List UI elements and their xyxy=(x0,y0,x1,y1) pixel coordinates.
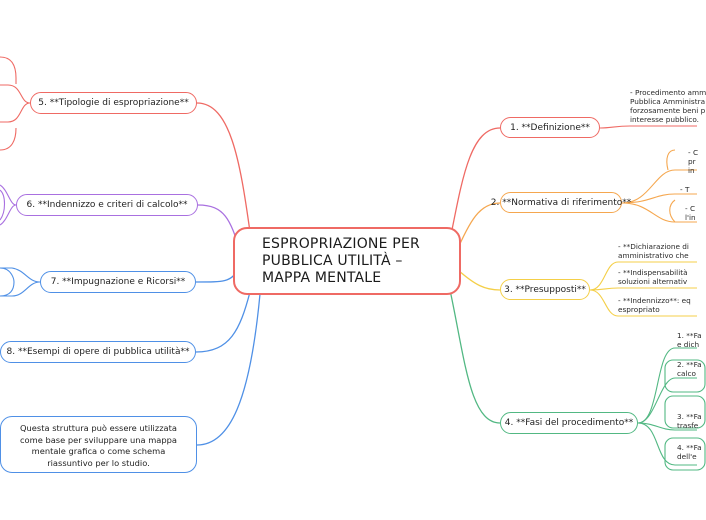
leaf-normativa-1-line-1: - C xyxy=(688,148,699,157)
leaf-normativa-1[interactable] xyxy=(688,148,698,175)
central-title-line-3: MAPPA MENTALE xyxy=(262,270,382,286)
leaf-presupposti-2-line-2: soluzioni alternativ xyxy=(618,277,688,286)
link-normativa xyxy=(455,203,500,255)
leaf-fasi-3-line-1: 3. **Fa xyxy=(677,412,702,421)
leaf-presupposti-3-line-2: espropriato xyxy=(618,305,660,314)
leaf-presupposti-3[interactable] xyxy=(618,296,691,314)
leaf-definizione-line-1: - Procedimento amm xyxy=(630,88,706,97)
leaf-normativa-2-line-1: - T xyxy=(680,185,690,194)
leaf-presupposti-1[interactable] xyxy=(618,242,689,260)
note-line-2: come base per sviluppare una mappa xyxy=(19,434,177,445)
leaf-fasi-4-line-1: 4. **Fa xyxy=(677,443,702,452)
leaf-normativa-3-line-1: - C xyxy=(685,204,696,213)
branch-tipologie-label: 5. **Tipologie di espropriazione** xyxy=(38,98,189,108)
leaf-normativa-1-line-3: in xyxy=(688,166,695,175)
link-impugnazione xyxy=(196,270,238,282)
branch-impugnazione[interactable] xyxy=(40,271,196,293)
leaf-presupposti-2[interactable] xyxy=(618,268,688,286)
leaf-presupposti-1-line-2: amministrativo che xyxy=(618,251,689,260)
central-topic[interactable] xyxy=(233,227,461,295)
leaf-definizione-line-2: Pubblica Amministra xyxy=(630,97,706,106)
leaf-presupposti-1-line-1: - **Dichiarazione di xyxy=(618,242,689,251)
leaf-definizione-line-3: forzosamente beni p xyxy=(630,106,706,115)
leaf-fasi-3[interactable] xyxy=(677,412,702,430)
leaf-fasi-3-line-2: trasfe xyxy=(677,421,699,430)
branch-indennizzo-label: 6. **Indennizzo e criteri di calcolo** xyxy=(26,200,188,210)
leaf-fasi-1-line-1: 1. **Fa xyxy=(677,331,702,340)
branch-presupposti-label: 3. **Presupposti** xyxy=(504,284,586,295)
branch-tipologie[interactable] xyxy=(30,92,197,114)
link-fasi xyxy=(450,290,500,423)
branch-definizione-label: 1. **Definizione** xyxy=(510,122,590,133)
link-esempi xyxy=(196,292,250,352)
leaf-fasi-1[interactable] xyxy=(677,331,702,349)
central-title-line-1: ESPROPRIAZIONE PER xyxy=(262,236,420,252)
leaf-fasi-1-line-2: e dich xyxy=(677,340,700,349)
link-definizione xyxy=(450,128,500,240)
leaf-presupposti-3-line-1: - **Indennizzo**: eq xyxy=(618,296,691,305)
note-line-3: mentale grafica o come schema xyxy=(31,446,166,456)
note-line-4: riassuntivo per lo studio. xyxy=(47,457,150,468)
note-line-1: Questa struttura può essere utilizzata xyxy=(20,423,177,433)
leaf-fasi-2-line-2: calco xyxy=(677,369,696,378)
branch-definizione[interactable] xyxy=(500,117,600,138)
leaf-fasi-4[interactable] xyxy=(677,443,702,461)
leaf-fasi-2-line-1: 2. **Fa xyxy=(677,360,702,369)
leaf-normativa-2[interactable] xyxy=(680,185,689,194)
leaf-fasi-2[interactable] xyxy=(677,360,702,378)
branch-normativa[interactable] xyxy=(490,192,632,213)
leaf-normativa-1-line-2: pr xyxy=(688,157,696,166)
link-presupposti xyxy=(458,270,500,290)
leaf-normativa-3-line-2: l'in xyxy=(685,213,696,222)
branch-fasi-label: 4. **Fasi del procedimento** xyxy=(504,418,634,428)
leaf-presupposti-2-line-1: - **Indispensabilità xyxy=(618,268,688,277)
central-title-line-2: PUBBLICA UTILITÀ – xyxy=(262,253,403,269)
leaf-fasi-4-line-2: dell'e xyxy=(677,452,697,461)
branch-esempi-label: 8. **Esempi di opere di pubblica utilità** xyxy=(6,347,190,357)
leaf-definizione-line-4: interesse pubblico. xyxy=(630,115,699,124)
branch-presupposti[interactable] xyxy=(500,279,590,300)
summary-note[interactable] xyxy=(0,416,197,473)
link-note xyxy=(197,294,260,445)
branch-indennizzo[interactable] xyxy=(16,194,198,216)
leaf-normativa-3[interactable] xyxy=(685,204,696,222)
branch-impugnazione-label: 7. **Impugnazione e Ricorsi** xyxy=(50,277,186,287)
branch-fasi[interactable] xyxy=(500,412,638,434)
leaf-definizione[interactable] xyxy=(630,88,706,124)
branch-esempi[interactable] xyxy=(0,341,196,363)
link-tipologie xyxy=(197,103,250,232)
branch-normativa-label: 2. **Normativa di riferimento** xyxy=(490,197,632,208)
